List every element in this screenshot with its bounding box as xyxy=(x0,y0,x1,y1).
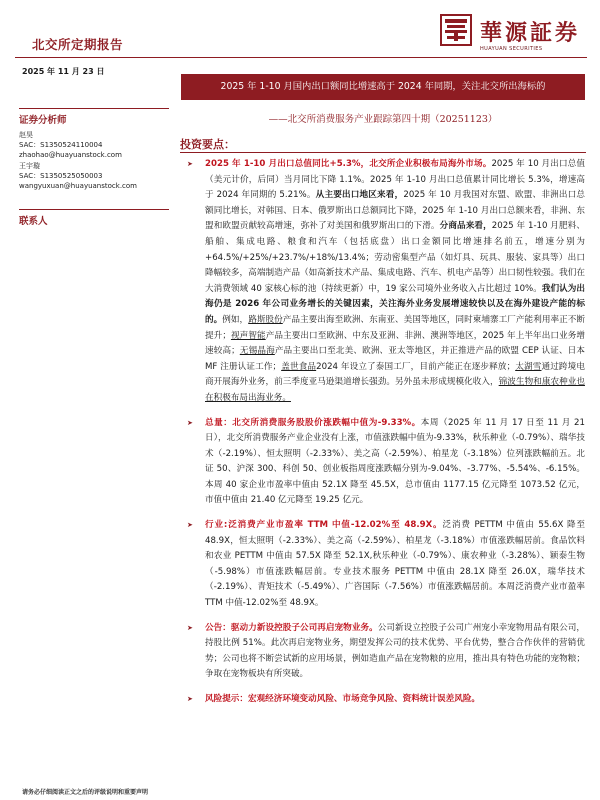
bullet-industry xyxy=(187,518,585,612)
footer-disclaimer: 请务必仔细阅读正文之后的评级说明和重要声明 xyxy=(22,789,149,796)
bullet-text: 公司新设立控股子公司广州宠小幸宠物用品有限公司，持股比例 51%。此次再启宠物业务，期望发挥公司的技术优势、平台优势，整合合作伙伴的营销优势；公司也将不断尝试新的应用场景，例如造血产品在宠物粮的应用，推出具有特色功能的宠物粮；争取在宠物板块有所突破。 xyxy=(205,622,585,680)
analyst-sac: SAC：S1350524110004 xyxy=(19,141,103,150)
bullet-text: 2025 年 10 月出口总值（美元计价，后同）当月同比下降 1.1%。2025 年 1-10 月出口总值累计同比增长 5.3%，增速高于 2024 年同期的 5.21%。 xyxy=(205,159,585,201)
bullet-announcement xyxy=(187,621,585,683)
contact-heading: 联系人 xyxy=(19,209,169,227)
report-title: 2025 年 1-10 月国内出口额同比增速高于 2024 年同期，关注北交所出海标的 xyxy=(181,74,585,100)
bullet-arrow-icon: ➤ xyxy=(187,623,193,632)
logo-seal-icon xyxy=(440,14,472,46)
bullet-emphasis: 从主要出口地区来看， xyxy=(315,190,404,201)
key-points-divider xyxy=(180,152,586,153)
key-points-heading: 投资要点： xyxy=(180,138,235,151)
brand-logo xyxy=(440,14,590,56)
analyst-name: 王宇璇 xyxy=(19,161,40,170)
bullet-headline: 公告：驱动力新设控股子公司再启宠物业务。 xyxy=(205,622,378,633)
analyst-sac: SAC：S1350525050003 xyxy=(19,171,103,180)
company-link[interactable]: 路斯股份 xyxy=(248,314,283,325)
report-date: 2025 年 11 月 23 日 xyxy=(22,67,105,76)
bullet-text: 产品主要出海至欧洲、东南亚、美国等地区，同时柬埔寨工厂产能利用率正不断提升； xyxy=(205,314,585,341)
bullet-risk xyxy=(187,692,585,708)
bullet-text: 产品主要出口至欧洲、中东及亚洲、非洲、澳洲等地区，2025 年上半年出口业务增速较高； xyxy=(205,330,585,357)
analyst-email[interactable]: zhaohao@huayuanstock.com xyxy=(19,151,122,160)
report-subtitle: ——北交所消费服务产业跟踪第四十期（20251123） xyxy=(268,114,498,125)
bullet-headline: 2025 年 1-10 月出口总值同比+5.3%， xyxy=(205,159,370,169)
bullet-headline: 北交所企业积极布局海外市场。 xyxy=(369,159,492,169)
analyst-email[interactable]: wangyuxuan@huayuanstock.com xyxy=(19,182,137,191)
bullet-text: 泛消费 PETTM 中值由 55.6X 降至 48.9X，恒太照明（-2.33%）、美之高（-2.59%）、柏星龙（-3.18%）市值涨跌幅居前。食品饮料和农业 PETTM 中值由 57.5X 降至 52.1X,秋乐种业（-0.79%）、康农种业（-3.28%）、颖泰生物（-5.98%）市值涨跌幅居前。专业技术服务 PETTM 中值由 28.1X 降至 26.0X，瑞华技术（-2.19%）、青矩技术（-5.49%）、广咨国际（-7.56%）市值涨跌幅居前。本周泛消费产业市盈率 TTM 中值-12.02%至 48.9X。 xyxy=(205,520,586,609)
bullet-headline: 行业:泛消费产业市盈率 TTM 中值-12.02%至 48.9X。 xyxy=(205,520,443,531)
bullet-text: 2024 年设立了泰国工厂，目前产能正在逐步释放； xyxy=(316,361,516,372)
bullet-headline: 总量：北交所消费服务股股价涨跌幅中值为-9.33%。 xyxy=(205,417,421,428)
bullet-text: 本周（2025 年 11 月 17 日至 11 月 21 日），北交所消费服务产业企业没有上涨，市值涨跌幅中值为-9.33%，秋乐种业（-0.79%）、瑞华技术（-2.19%）、恒太照明（-2.33%）、美之高（-2.59%）、柏星龙（-3.18%）位列涨跌幅前五。北证 50、沪深 300、科创 50、创业板指周度涨跌幅分别为-9.04%、-3.77%、-5.54%、-6.15%。本周 40 家企业市盈率中值由 52.1X 降至 45.5X，总市值由 1177.15 亿元降至 1073.52 亿元，市值中值由 21.40 亿元降至 19.25 亿元。 xyxy=(205,417,585,506)
company-link[interactable]: 视声智能 xyxy=(230,330,266,341)
bullet-text: 2025 年 10 月我国对东盟、欧盟、非洲出口总额同比增长，对韩国、日本、俄罗斯出口总额同比下降，2025 年 1-10 月出口总额来看，非洲、东盟和欧盟贡献较高增速，弥补了对美国和俄罗斯出口的下滑。 xyxy=(205,190,585,232)
bullet-text: 例如， xyxy=(222,314,249,325)
logo-wordmark: 華源証券 xyxy=(480,20,581,46)
bullet-export xyxy=(187,157,585,407)
bullet-arrow-icon: ➤ xyxy=(187,160,193,168)
bullet-text: 2025 年 1-10 月肥料、船舶、集成电路、粮食和汽车（包括底盘）出口金额同比增速排名前五，增速分别为+64.5%/+25%/+23.7%/+18%/13.4%；劳动密集型产品（如灯具、玩具、服装、家具等）出口降幅较多，高端制造产品（如高新技术产品、集成电路、汽车、机电产品等）出口韧性较强。我们在大消费领域 40 家核心标的池（持续更新）中，19 家公司境外业务收入占比超过 10%。 xyxy=(205,221,585,294)
analyst-sidebar xyxy=(19,108,169,231)
bullet-text: 通过跨境电商开展海外业务，前三季度亚马逊渠道增长强劲。另外虽未形成规模化收入， xyxy=(205,361,585,388)
bullet-headline: 宏观经济环境变动风险、市场竞争风险、资料统计误差风险。 xyxy=(247,694,481,704)
company-link[interactable]: 盖世食品 xyxy=(281,361,317,372)
bullet-emphasis: 我们认为出海仍是 2026 年公司业务增长的关键因素，关注海外业务发展增速较快以及在海外建设产能的标的。 xyxy=(205,283,585,325)
analyst-heading: 证券分析师 xyxy=(19,108,169,126)
key-points-list xyxy=(187,157,585,717)
bullet-arrow-icon: ➤ xyxy=(187,521,193,530)
company-link[interactable]: 无锡晶海 xyxy=(239,346,275,357)
company-link[interactable]: 锦波生物和康农种业也在积极布局出海业务。 xyxy=(205,377,585,403)
bullet-aggregate xyxy=(187,416,585,510)
bullet-emphasis: 分商品来看， xyxy=(439,221,492,232)
header-divider xyxy=(15,57,587,58)
bullet-headline: 风险提示： xyxy=(205,694,248,704)
analyst-name: 赵昊 xyxy=(19,131,33,139)
bullet-arrow-icon: ➤ xyxy=(187,695,193,703)
bullet-text: 产品主要出口至北美、欧洲、亚太等地区，并正推进产品的欧盟 CEP 认证、日本 MF 注册认证工作； xyxy=(205,346,585,372)
company-link[interactable]: 太湖雪 xyxy=(515,361,542,372)
logo-subtitle: HUAYUAN SECURITIES xyxy=(480,46,543,52)
bullet-arrow-icon: ➤ xyxy=(187,418,193,427)
report-type-label: 北交所定期报告 xyxy=(32,37,124,52)
